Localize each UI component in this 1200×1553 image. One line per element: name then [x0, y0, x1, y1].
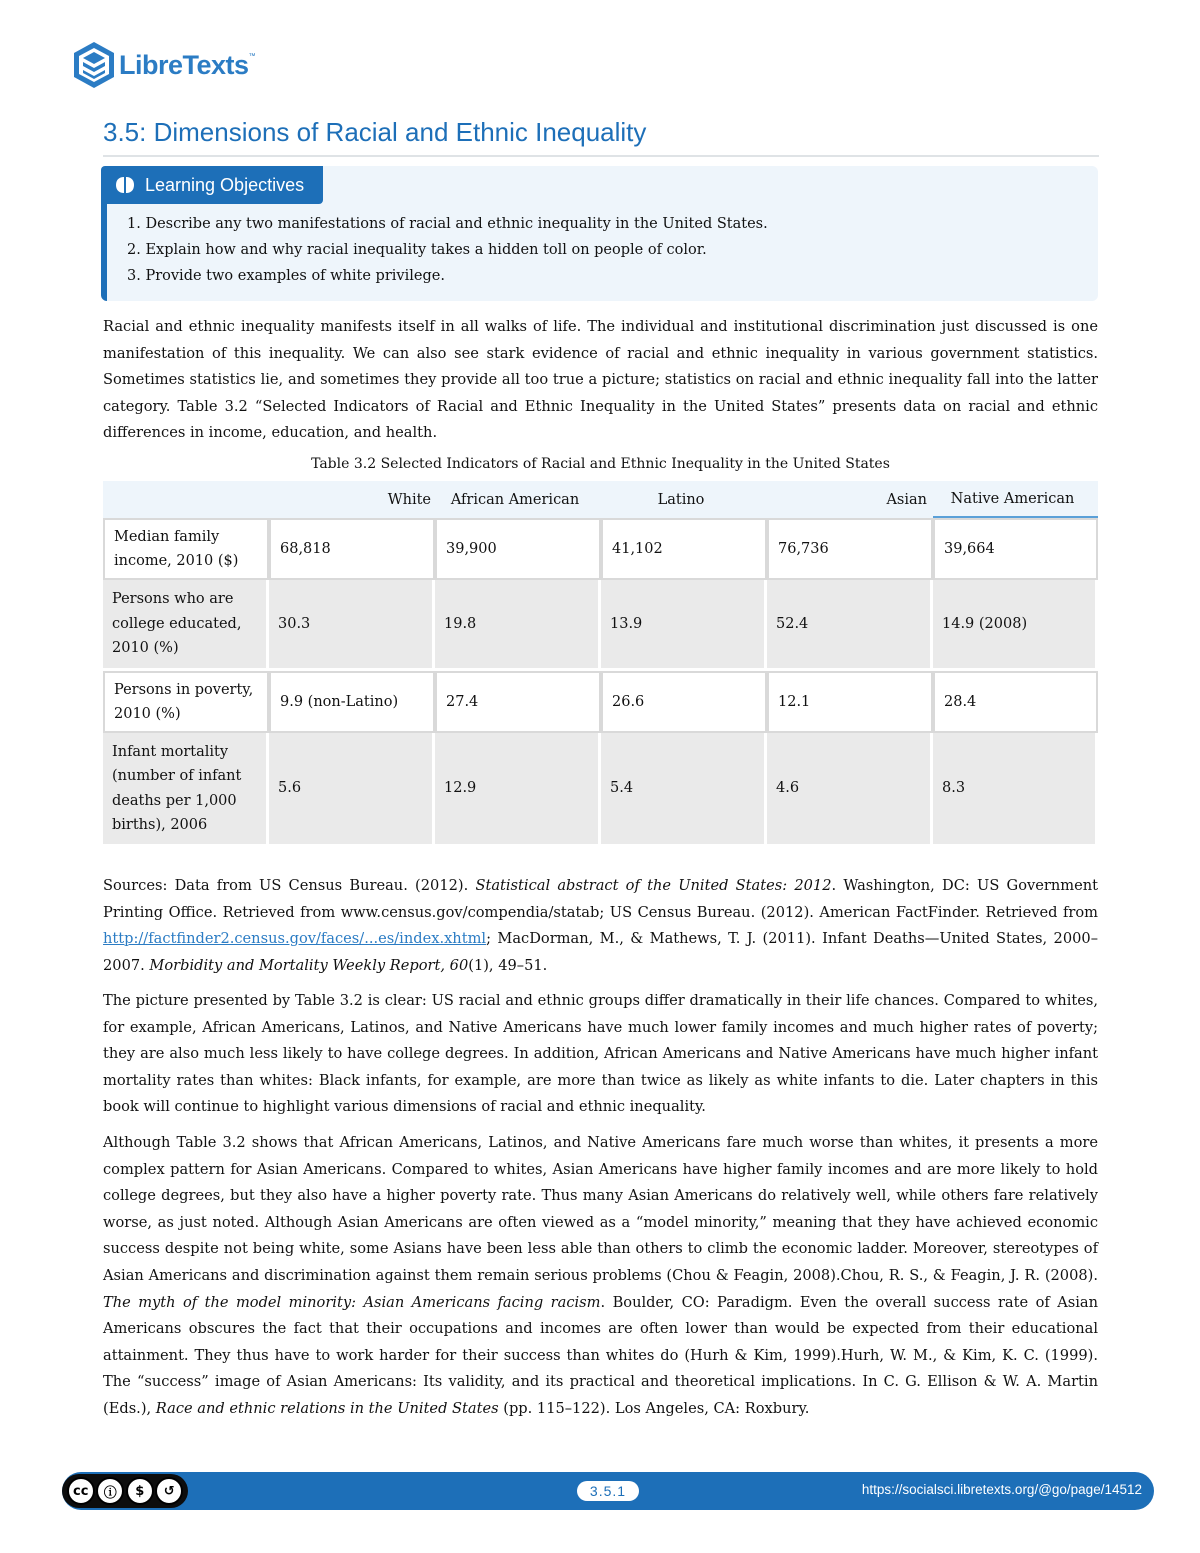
- table-header: Native American: [933, 481, 1098, 518]
- by-icon: ⓘ: [96, 1477, 124, 1505]
- row-label: Median family income, 2010 ($): [103, 518, 269, 580]
- table-header: [103, 481, 269, 518]
- paragraph-text: (pp. 115–122). Los Angeles, CA: Roxbury.: [498, 1399, 810, 1417]
- table-cell: 76,736: [767, 518, 933, 580]
- row-label: Infant mortality (number of infant deaths per 1,000 births), 2006: [103, 733, 269, 847]
- objective-item: 1. Describe any two manifestations of racial and ethnic inequality in the United States.: [127, 216, 768, 232]
- sa-icon: ↺: [155, 1477, 183, 1505]
- libretexts-logo-icon: [73, 41, 115, 89]
- page-title: 3.5: Dimensions of Racial and Ethnic Inequality: [103, 117, 647, 147]
- table-cell: 68,818: [269, 518, 435, 580]
- table-caption: Table 3.2 Selected Indicators of Racial and Ethnic Inequality in the United States: [311, 456, 890, 472]
- table-cell: 30.3: [269, 580, 435, 671]
- paragraph-text: Although Table 3.2 shows that African Americans, Latinos, and Native Americans fare much worse than whites, it presents a more complex pattern for Asian Americans. Compared to whites, Asian Americans have higher family incomes and are more likely to hold college degrees, but they also have a higher poverty rate. Thus many Asian Americans do relatively well, while others fare relatively worse, as just noted. Although Asian Americans are often viewed as a “model minority,” meaning that they have achieved economic success despite not being white, some Asians have been less able than others to climb the economic ladder. Moreover, stereotypes of Asian Americans and discrimination against them remain serious problems (Chou & Feagin, 2008).Chou, R. S., & Feagin, J. R. (2008).: [103, 1134, 1098, 1284]
- sources-paragraph: [103, 873, 1098, 979]
- table-cell: 52.4: [767, 580, 933, 671]
- table-row: [103, 518, 1098, 580]
- table-cell: 8.3: [933, 733, 1098, 847]
- page-footer: [62, 1472, 1154, 1510]
- license-badge[interactable]: [62, 1474, 188, 1508]
- row-label: Persons who are college educated, 2010 (%): [103, 580, 269, 671]
- objective-item: 3. Provide two examples of white privilege.: [127, 268, 445, 284]
- page-url[interactable]: https://socialsci.libretexts.org/@go/page/14512: [861, 1482, 1142, 1497]
- sources-text: Sources: Data from US Census Bureau. (2012).: [103, 877, 476, 894]
- table-cell: 9.9 (non-Latino): [269, 671, 435, 733]
- table-header: African American: [435, 481, 601, 518]
- libretexts-logo[interactable]: [73, 41, 256, 89]
- cc-icon: cc: [67, 1477, 95, 1505]
- factfinder-link[interactable]: http://factfinder2.census.gov/faces/...es/index.xhtml: [103, 930, 487, 948]
- table-header: Asian: [767, 481, 933, 518]
- nc-icon: $: [126, 1477, 154, 1505]
- table-header: Latino: [601, 481, 767, 518]
- table-cell: 14.9 (2008): [933, 580, 1098, 671]
- sources-title: Statistical abstract of the United States: 2012: [475, 877, 832, 894]
- sources-text: . Washington, DC: US Government Printing Office. Retrieved from www.census.gov/compendia/statab; US Census Bureau. (2012). American FactFinder. Retrieved from: [103, 877, 1098, 921]
- paragraph-text: . Boulder, CO: Paradigm. Even the overall success rate of Asian Americans obscures the fact that their occupations and incomes are often lower than would be expected from their educational attainment. They thus have to work harder for their success than whites do (Hurh & Kim, 1999).Hurh, W. M., & Kim, K. C. (1999). The “success” image of Asian Americans: Its validity, and its practical and theoretical implications. In C. G. Ellison & W. A. Martin (Eds.),: [103, 1293, 1098, 1417]
- table-header: White: [269, 481, 435, 518]
- book-title: Race and ethnic relations in the United States: [155, 1399, 499, 1417]
- intro-paragraph: Racial and ethnic inequality manifests itself in all walks of life. The individual and institutional discrimination just discussed is one manifestation of this inequality. We can also see stark evidence of racial and ethnic inequality in various government statistics. Sometimes statistics lie, and sometimes they provide all too true a picture; statistics on racial and ethnic inequality fall into the latter category. Table 3.2 “Selected Indicators of Racial and Ethnic Inequality in the United States” presents data on racial and ethnic differences in income, education, and health.: [103, 318, 1098, 442]
- table-cell: 26.6: [601, 671, 767, 733]
- table-cell: 19.8: [435, 580, 601, 671]
- brand-tm: ™: [248, 53, 256, 60]
- row-label: Persons in poverty, 2010 (%): [103, 671, 269, 733]
- brand-name: LibreTexts: [119, 49, 249, 80]
- table-cell: 5.6: [269, 733, 435, 847]
- table-cell: 4.6: [767, 733, 933, 847]
- table-cell: 39,900: [435, 518, 601, 580]
- table-row: [103, 671, 1098, 733]
- sources-text: (1), 49–51.: [468, 956, 548, 974]
- table-cell: 13.9: [601, 580, 767, 671]
- title-divider: [103, 155, 1099, 157]
- indicators-table: [103, 481, 1098, 847]
- table-cell: 41,102: [601, 518, 767, 580]
- table-header-row: [103, 481, 1098, 518]
- objective-item: 2. Explain how and why racial inequality takes a hidden toll on people of color.: [127, 242, 707, 258]
- sources-text: ; MacDorman, M., & Mathews, T. J. (2011). Infant Deaths—United States, 2000–2007.: [103, 930, 1098, 974]
- book-title: The myth of the model minority: Asian Americans facing racism: [103, 1293, 601, 1311]
- table-cell: 12.9: [435, 733, 601, 847]
- brain-icon: [115, 176, 135, 194]
- sources-journal: Morbidity and Mortality Weekly Report, 60: [149, 956, 469, 974]
- table-cell: 27.4: [435, 671, 601, 733]
- table-cell: 28.4: [933, 671, 1098, 733]
- body-paragraph: The picture presented by Table 3.2 is clear: US racial and ethnic groups differ dramatically in their life chances. Compared to whites, for example, African Americans, Latinos, and Native Americans have much lower family incomes and much higher rates of poverty; they are also much less likely to have college degrees. In addition, African Americans and Native Americans have much higher infant mortality rates than whites: Black infants, for example, are more than twice as likely as white infants to die. Later chapters in this book will continue to highlight various dimensions of racial and ethnic inequality.: [103, 992, 1098, 1116]
- learning-objectives-title: Learning Objectives: [145, 174, 305, 195]
- table-cell: 39,664: [933, 518, 1098, 580]
- body-paragraph: [103, 1130, 1098, 1423]
- learning-objectives-header: [101, 166, 323, 204]
- page-number: 3.5.1: [577, 1481, 639, 1501]
- table-row: [103, 580, 1098, 671]
- table-cell: 12.1: [767, 671, 933, 733]
- table-cell: 5.4: [601, 733, 767, 847]
- table-row: [103, 733, 1098, 847]
- learning-objectives-list: [127, 214, 768, 292]
